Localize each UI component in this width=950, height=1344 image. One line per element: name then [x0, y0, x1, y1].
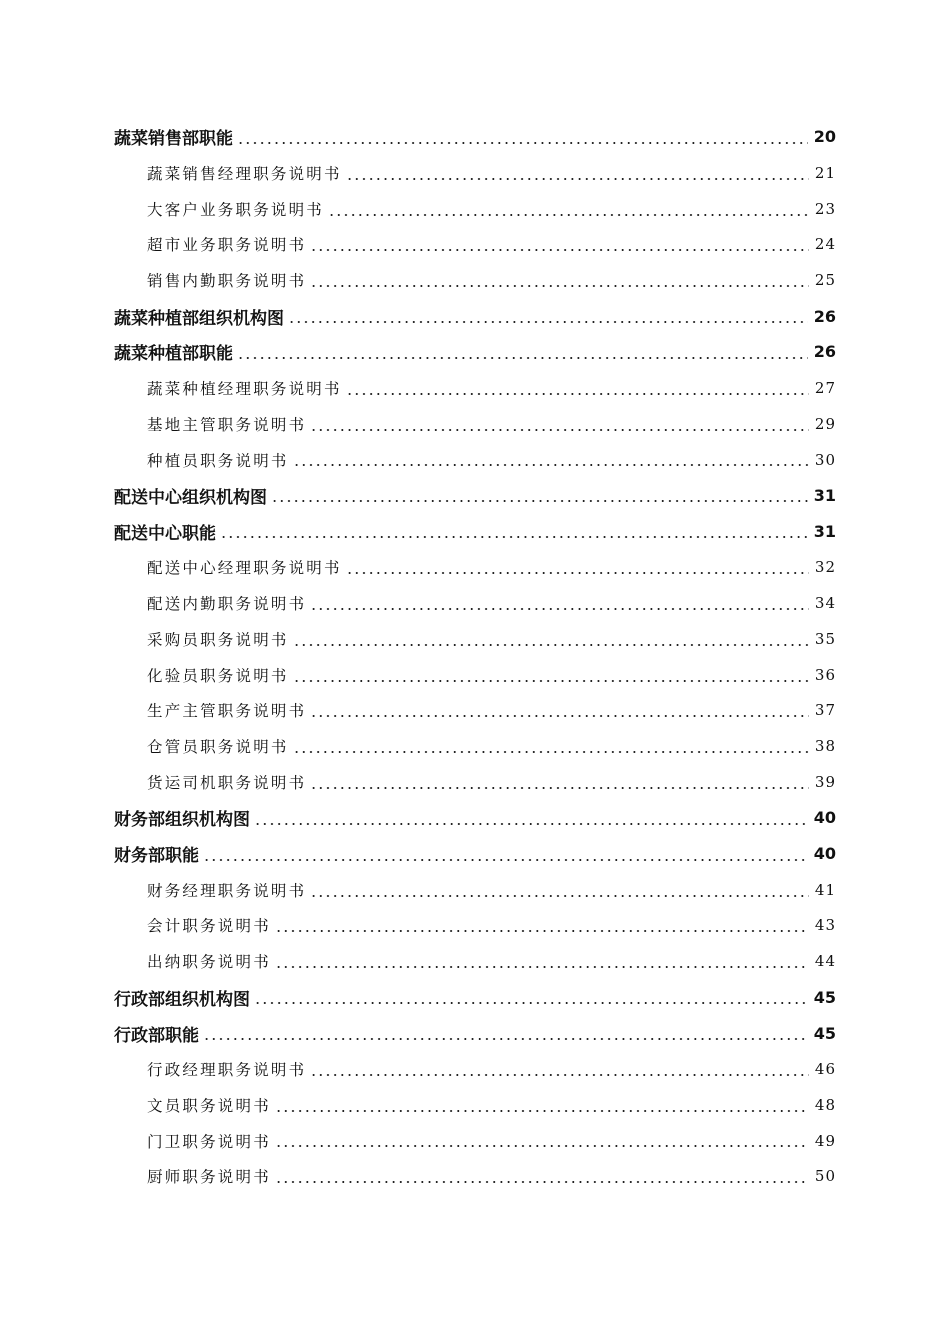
toc-page-number: 50: [814, 1167, 836, 1186]
toc-entry-title: 行政部组织机构图: [114, 989, 250, 1010]
toc-subsection-entry[interactable]: [0, 191, 950, 227]
toc-page-number: 49: [814, 1131, 836, 1150]
dot-leader: [346, 393, 809, 395]
toc-entry-title: 基地主管职务说明书: [147, 415, 307, 434]
dot-leader: [346, 572, 809, 574]
toc-subsection-entry[interactable]: [0, 693, 950, 729]
toc-entry-title: 门卫职务说明书: [147, 1132, 271, 1151]
toc-section-entry[interactable]: [0, 119, 950, 155]
dot-leader: [310, 429, 809, 431]
toc-page-number: 40: [813, 808, 836, 828]
toc-page-number: 34: [814, 593, 836, 612]
dot-leader: [203, 1038, 808, 1040]
toc-section-entry[interactable]: [0, 298, 950, 334]
toc-page-number: 40: [813, 844, 836, 864]
toc-entry-title: 配送中心经理职务说明书: [147, 559, 342, 578]
toc-page-number: 44: [814, 952, 836, 971]
toc-subsection-entry[interactable]: [0, 657, 950, 693]
toc-page-number: 43: [814, 916, 836, 935]
dot-leader: [275, 1145, 809, 1147]
toc-entry-title: 配送中心组织机构图: [114, 487, 267, 508]
toc-subsection-entry[interactable]: [0, 370, 950, 406]
toc-entry-title: 财务部组织机构图: [114, 810, 250, 831]
toc-entry-title: 出纳职务说明书: [147, 953, 271, 972]
toc-entry-title: 生产主管职务说明书: [147, 702, 307, 721]
toc-entry-title: 蔬菜种植部组织机构图: [114, 308, 284, 329]
toc-entry-title: 蔬菜销售经理职务说明书: [147, 164, 342, 183]
dot-leader: [310, 787, 809, 789]
toc-subsection-entry[interactable]: [0, 262, 950, 298]
toc-section-entry[interactable]: [0, 836, 950, 872]
toc-entry-title: 厨师职务说明书: [147, 1168, 271, 1187]
toc-entry-title: 蔬菜销售部职能: [114, 129, 233, 150]
dot-leader: [237, 357, 808, 359]
toc-subsection-entry[interactable]: [0, 764, 950, 800]
toc-page-number: 41: [814, 880, 836, 899]
toc-entry-title: 蔬菜种植经理职务说明书: [147, 379, 342, 398]
toc-page-number: 29: [814, 414, 836, 433]
toc-page-number: 30: [814, 450, 836, 469]
toc-page-number: 25: [814, 271, 836, 290]
toc-subsection-entry[interactable]: [0, 406, 950, 442]
toc-entry-title: 超市业务职务说明书: [147, 236, 307, 255]
toc-entry-title: 行政经理职务说明书: [147, 1060, 307, 1079]
dot-leader: [288, 321, 808, 323]
dot-leader: [275, 930, 809, 932]
toc-entry-title: 蔬菜种植部职能: [114, 344, 233, 365]
dot-leader: [293, 644, 809, 646]
toc-page-number: 31: [813, 521, 836, 541]
toc-page-number: 26: [813, 306, 836, 326]
toc-entry-title: 货运司机职务说明书: [147, 774, 307, 793]
dot-leader: [310, 285, 809, 287]
toc-subsection-entry[interactable]: [0, 943, 950, 979]
dot-leader: [293, 464, 809, 466]
dot-leader: [275, 1181, 809, 1183]
dot-leader: [310, 895, 809, 897]
toc-entry-title: 大客户业务职务说明书: [147, 200, 325, 219]
toc-subsection-entry[interactable]: [0, 155, 950, 191]
toc-entry-title: 配送中心职能: [114, 523, 216, 544]
toc-page-number: 24: [814, 235, 836, 254]
toc-entry-title: 化验员职务说明书: [147, 666, 289, 685]
toc-page-number: 39: [814, 773, 836, 792]
dot-leader: [237, 142, 808, 144]
dot-leader: [271, 500, 808, 502]
dot-leader: [310, 608, 809, 610]
toc-page-number: 20: [813, 127, 836, 147]
toc-entry-title: 财务部职能: [114, 846, 199, 867]
toc-entry-title: 行政部职能: [114, 1025, 199, 1046]
dot-leader: [310, 249, 809, 251]
dot-leader: [254, 1002, 808, 1004]
dot-leader: [293, 680, 809, 682]
toc-page-number: 38: [814, 737, 836, 756]
toc-section-entry[interactable]: [0, 334, 950, 370]
toc-subsection-entry[interactable]: [0, 585, 950, 621]
toc-page-number: 46: [814, 1059, 836, 1078]
toc-section-entry[interactable]: [0, 800, 950, 836]
toc-subsection-entry[interactable]: [0, 728, 950, 764]
toc-entry-title: 配送内勤职务说明书: [147, 594, 307, 613]
toc-page-number: 37: [814, 701, 836, 720]
dot-leader: [203, 859, 808, 861]
toc-subsection-entry[interactable]: [0, 1087, 950, 1123]
dot-leader: [275, 1110, 809, 1112]
toc-page-number: 21: [814, 163, 836, 182]
table-of-contents: [0, 119, 950, 1194]
toc-page-number: 31: [813, 485, 836, 505]
toc-subsection-entry[interactable]: [0, 872, 950, 908]
toc-subsection-entry[interactable]: [0, 227, 950, 263]
dot-leader: [293, 751, 809, 753]
dot-leader: [310, 715, 809, 717]
toc-entry-title: 财务经理职务说明书: [147, 881, 307, 900]
toc-entry-title: 会计职务说明书: [147, 917, 271, 936]
toc-entry-title: 销售内勤职务说明书: [147, 272, 307, 291]
toc-page-number: 23: [814, 199, 836, 218]
toc-page-number: 36: [814, 665, 836, 684]
toc-section-entry[interactable]: [0, 513, 950, 549]
toc-subsection-entry[interactable]: [0, 621, 950, 657]
toc-page-number: 26: [813, 342, 836, 362]
dot-leader: [254, 823, 808, 825]
toc-entry-title: 文员职务说明书: [147, 1096, 271, 1115]
toc-section-entry[interactable]: [0, 1015, 950, 1051]
toc-entry-title: 种植员职务说明书: [147, 451, 289, 470]
toc-subsection-entry[interactable]: [0, 1158, 950, 1194]
toc-subsection-entry[interactable]: [0, 908, 950, 944]
toc-section-entry[interactable]: [0, 477, 950, 513]
toc-page-number: 48: [814, 1095, 836, 1114]
dot-leader: [328, 214, 809, 216]
toc-section-entry[interactable]: [0, 979, 950, 1015]
toc-subsection-entry[interactable]: [0, 1123, 950, 1159]
toc-page-number: 45: [813, 987, 836, 1007]
toc-page-number: 27: [814, 378, 836, 397]
toc-page-number: 35: [814, 629, 836, 648]
toc-entry-title: 采购员职务说明书: [147, 630, 289, 649]
toc-page-number: 45: [813, 1023, 836, 1043]
dot-leader: [275, 966, 809, 968]
toc-entry-title: 仓管员职务说明书: [147, 738, 289, 757]
toc-subsection-entry[interactable]: [0, 549, 950, 585]
dot-leader: [310, 1074, 809, 1076]
dot-leader: [346, 178, 809, 180]
dot-leader: [220, 536, 808, 538]
toc-subsection-entry[interactable]: [0, 442, 950, 478]
toc-subsection-entry[interactable]: [0, 1051, 950, 1087]
toc-page-number: 32: [814, 558, 836, 577]
